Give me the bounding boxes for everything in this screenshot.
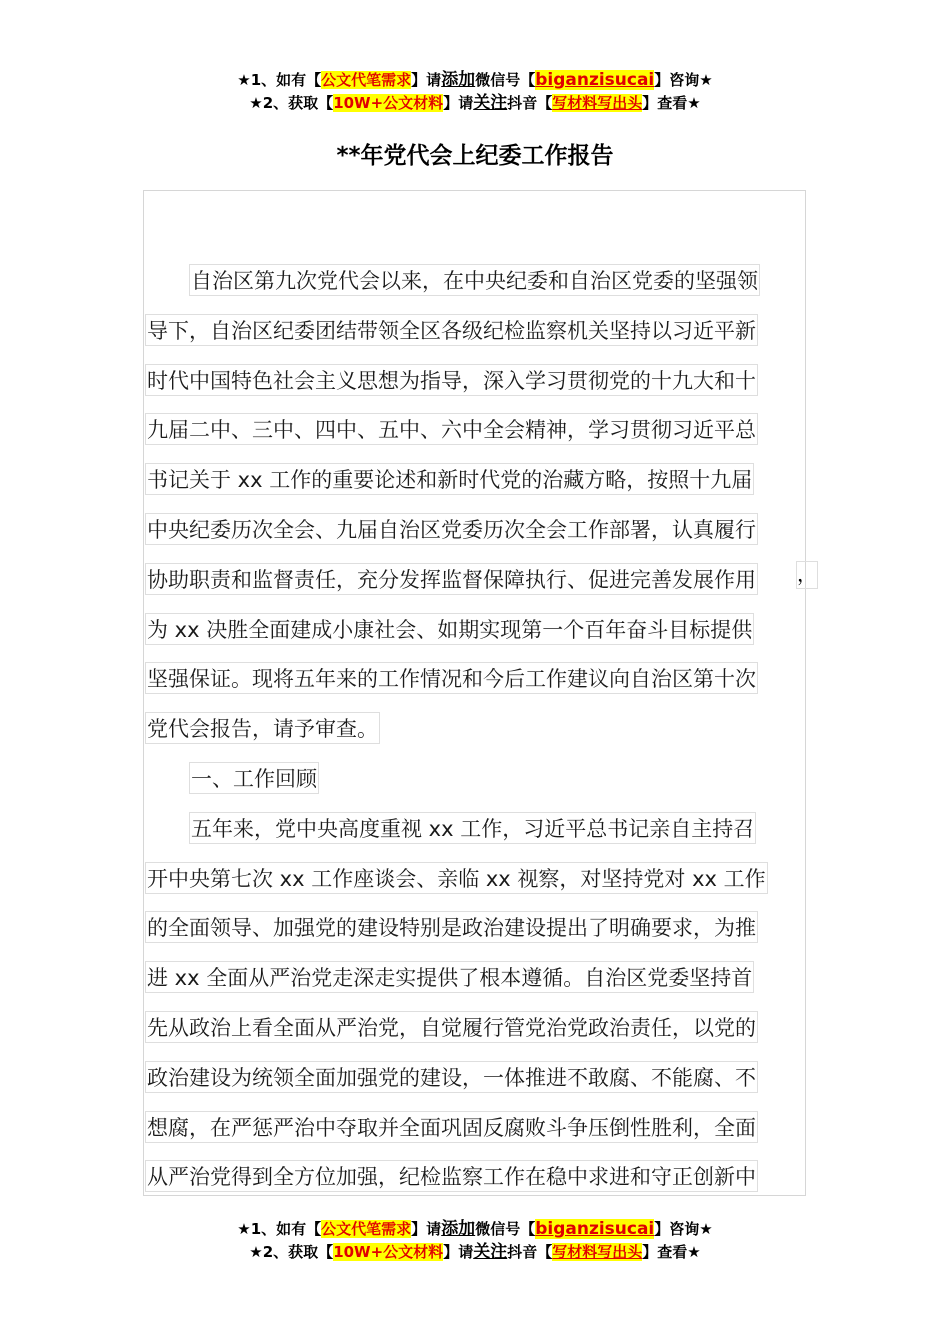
body-line xyxy=(145,555,795,605)
section-heading-text: 一、工作回顾 xyxy=(189,762,319,794)
body-line xyxy=(145,903,795,953)
body-line xyxy=(145,505,795,555)
overflow-punctuation: ， xyxy=(796,561,818,589)
body-line xyxy=(145,306,795,356)
banner-line-1 xyxy=(0,69,950,92)
banner-highlight: 10W+公文材料 xyxy=(333,1243,444,1261)
body-line xyxy=(145,1103,795,1153)
document-body xyxy=(145,256,795,1202)
body-line-text: 协助职责和监督责任，充分发挥监督保障执行、促进完善发展作用 xyxy=(145,563,758,595)
body-line-text: 从严治党得到全方位加强，纪检监察工作在稳中求进和守正创新中 xyxy=(145,1160,758,1192)
body-line-text: 想腐，在严惩严治中夺取并全面巩固反腐败斗争压倒性胜利，全面 xyxy=(145,1111,758,1143)
body-line-text: 先从政治上看全面从严治党，自觉履行管党治党政治责任，以党的 xyxy=(145,1011,758,1043)
banner-highlight: 10W+公文材料 xyxy=(333,94,444,112)
banner-highlight: 公文代笔需求 xyxy=(321,71,412,89)
banner-underline: 关注 xyxy=(473,93,508,113)
banner-text: 】请 xyxy=(411,71,442,89)
banner-text: 】请 xyxy=(443,94,474,112)
body-line xyxy=(145,1003,795,1053)
body-line xyxy=(145,654,795,704)
body-line xyxy=(145,1053,795,1103)
top-banner xyxy=(0,69,950,115)
document-title: **年党代会上纪委工作报告 xyxy=(336,143,614,169)
banner-text: ★1、如有【 xyxy=(237,1220,322,1238)
banner-underline: 关注 xyxy=(473,1242,508,1262)
banner-text: ★2、获取【 xyxy=(249,94,334,112)
body-line xyxy=(145,405,795,455)
banner-line-2 xyxy=(0,1241,950,1264)
banner-text: 】咨询★ xyxy=(654,71,713,89)
body-line-text: 开中央第七次 xx 工作座谈会、亲临 xx 视察，对坚持党对 xx 工作 xyxy=(145,862,768,894)
body-line xyxy=(145,605,795,655)
body-line-text: 五年来，党中央高度重视 xx 工作，习近平总书记亲自主持召 xyxy=(189,812,756,844)
body-line xyxy=(145,356,795,406)
banner-line-2 xyxy=(0,92,950,115)
body-line xyxy=(145,256,795,306)
banner-text: 】请 xyxy=(411,1220,442,1238)
banner-text: 】请 xyxy=(443,1243,474,1261)
section-heading xyxy=(145,754,795,804)
body-line xyxy=(145,854,795,904)
banner-text: 微信号【 xyxy=(475,1220,536,1238)
banner-text: 】查看★ xyxy=(642,1243,701,1261)
body-line-text: 中央纪委历次全会、九届自治区党委历次全会工作部署，认真履行 xyxy=(145,513,758,545)
banner-text: 微信号【 xyxy=(475,71,536,89)
banner-highlight: biganzisucai xyxy=(535,1219,655,1239)
banner-highlight: 写材料写出头 xyxy=(552,94,643,112)
body-line xyxy=(145,804,795,854)
banner-text: 抖音【 xyxy=(507,1243,553,1261)
body-line xyxy=(145,704,795,754)
banner-underline: 添加 xyxy=(441,1219,476,1239)
banner-text: ★1、如有【 xyxy=(237,71,322,89)
banner-highlight: biganzisucai xyxy=(535,70,655,90)
body-line-text: 坚强保证。现将五年来的工作情况和今后工作建议向自治区第十次 xyxy=(145,662,758,694)
body-line-text: 政治建设为统领全面加强党的建设，一体推进不敢腐、不能腐、不 xyxy=(145,1061,758,1093)
body-line-text: 进 xx 全面从严治党走深走实提供了根本遵循。自治区党委坚持首 xyxy=(145,961,754,993)
banner-highlight: 公文代笔需求 xyxy=(321,1220,412,1238)
banner-text: 】查看★ xyxy=(642,94,701,112)
body-line xyxy=(145,953,795,1003)
banner-underline: 添加 xyxy=(441,70,476,90)
body-line xyxy=(145,1152,795,1202)
body-line-text: 书记关于 xx 工作的重要论述和新时代党的治藏方略，按照十九届 xyxy=(145,463,754,495)
body-line-text: 党代会报告，请予审查。 xyxy=(145,712,380,744)
body-line-text: 导下，自治区纪委团结带领全区各级纪检监察机关坚持以习近平新 xyxy=(145,314,758,346)
body-line-text: 九届二中、三中、四中、五中、六中全会精神，学习贯彻习近平总 xyxy=(145,413,758,445)
banner-text: ★2、获取【 xyxy=(249,1243,334,1261)
banner-highlight: 写材料写出头 xyxy=(552,1243,643,1261)
banner-line-1 xyxy=(0,1218,950,1241)
banner-text: 抖音【 xyxy=(507,94,553,112)
body-line-text: 的全面领导、加强党的建设特别是政治建设提出了明确要求，为推 xyxy=(145,911,758,943)
body-line-text: 为 xx 决胜全面建成小康社会、如期实现第一个百年奋斗目标提供 xyxy=(145,613,754,645)
banner-text: 】咨询★ xyxy=(654,1220,713,1238)
bottom-banner xyxy=(0,1218,950,1264)
body-line xyxy=(145,455,795,505)
body-line-text: 时代中国特色社会主义思想为指导，深入学习贯彻党的十九大和十 xyxy=(145,364,758,396)
body-line-text: 自治区第九次党代会以来，在中央纪委和自治区党委的坚强领 xyxy=(189,264,760,296)
